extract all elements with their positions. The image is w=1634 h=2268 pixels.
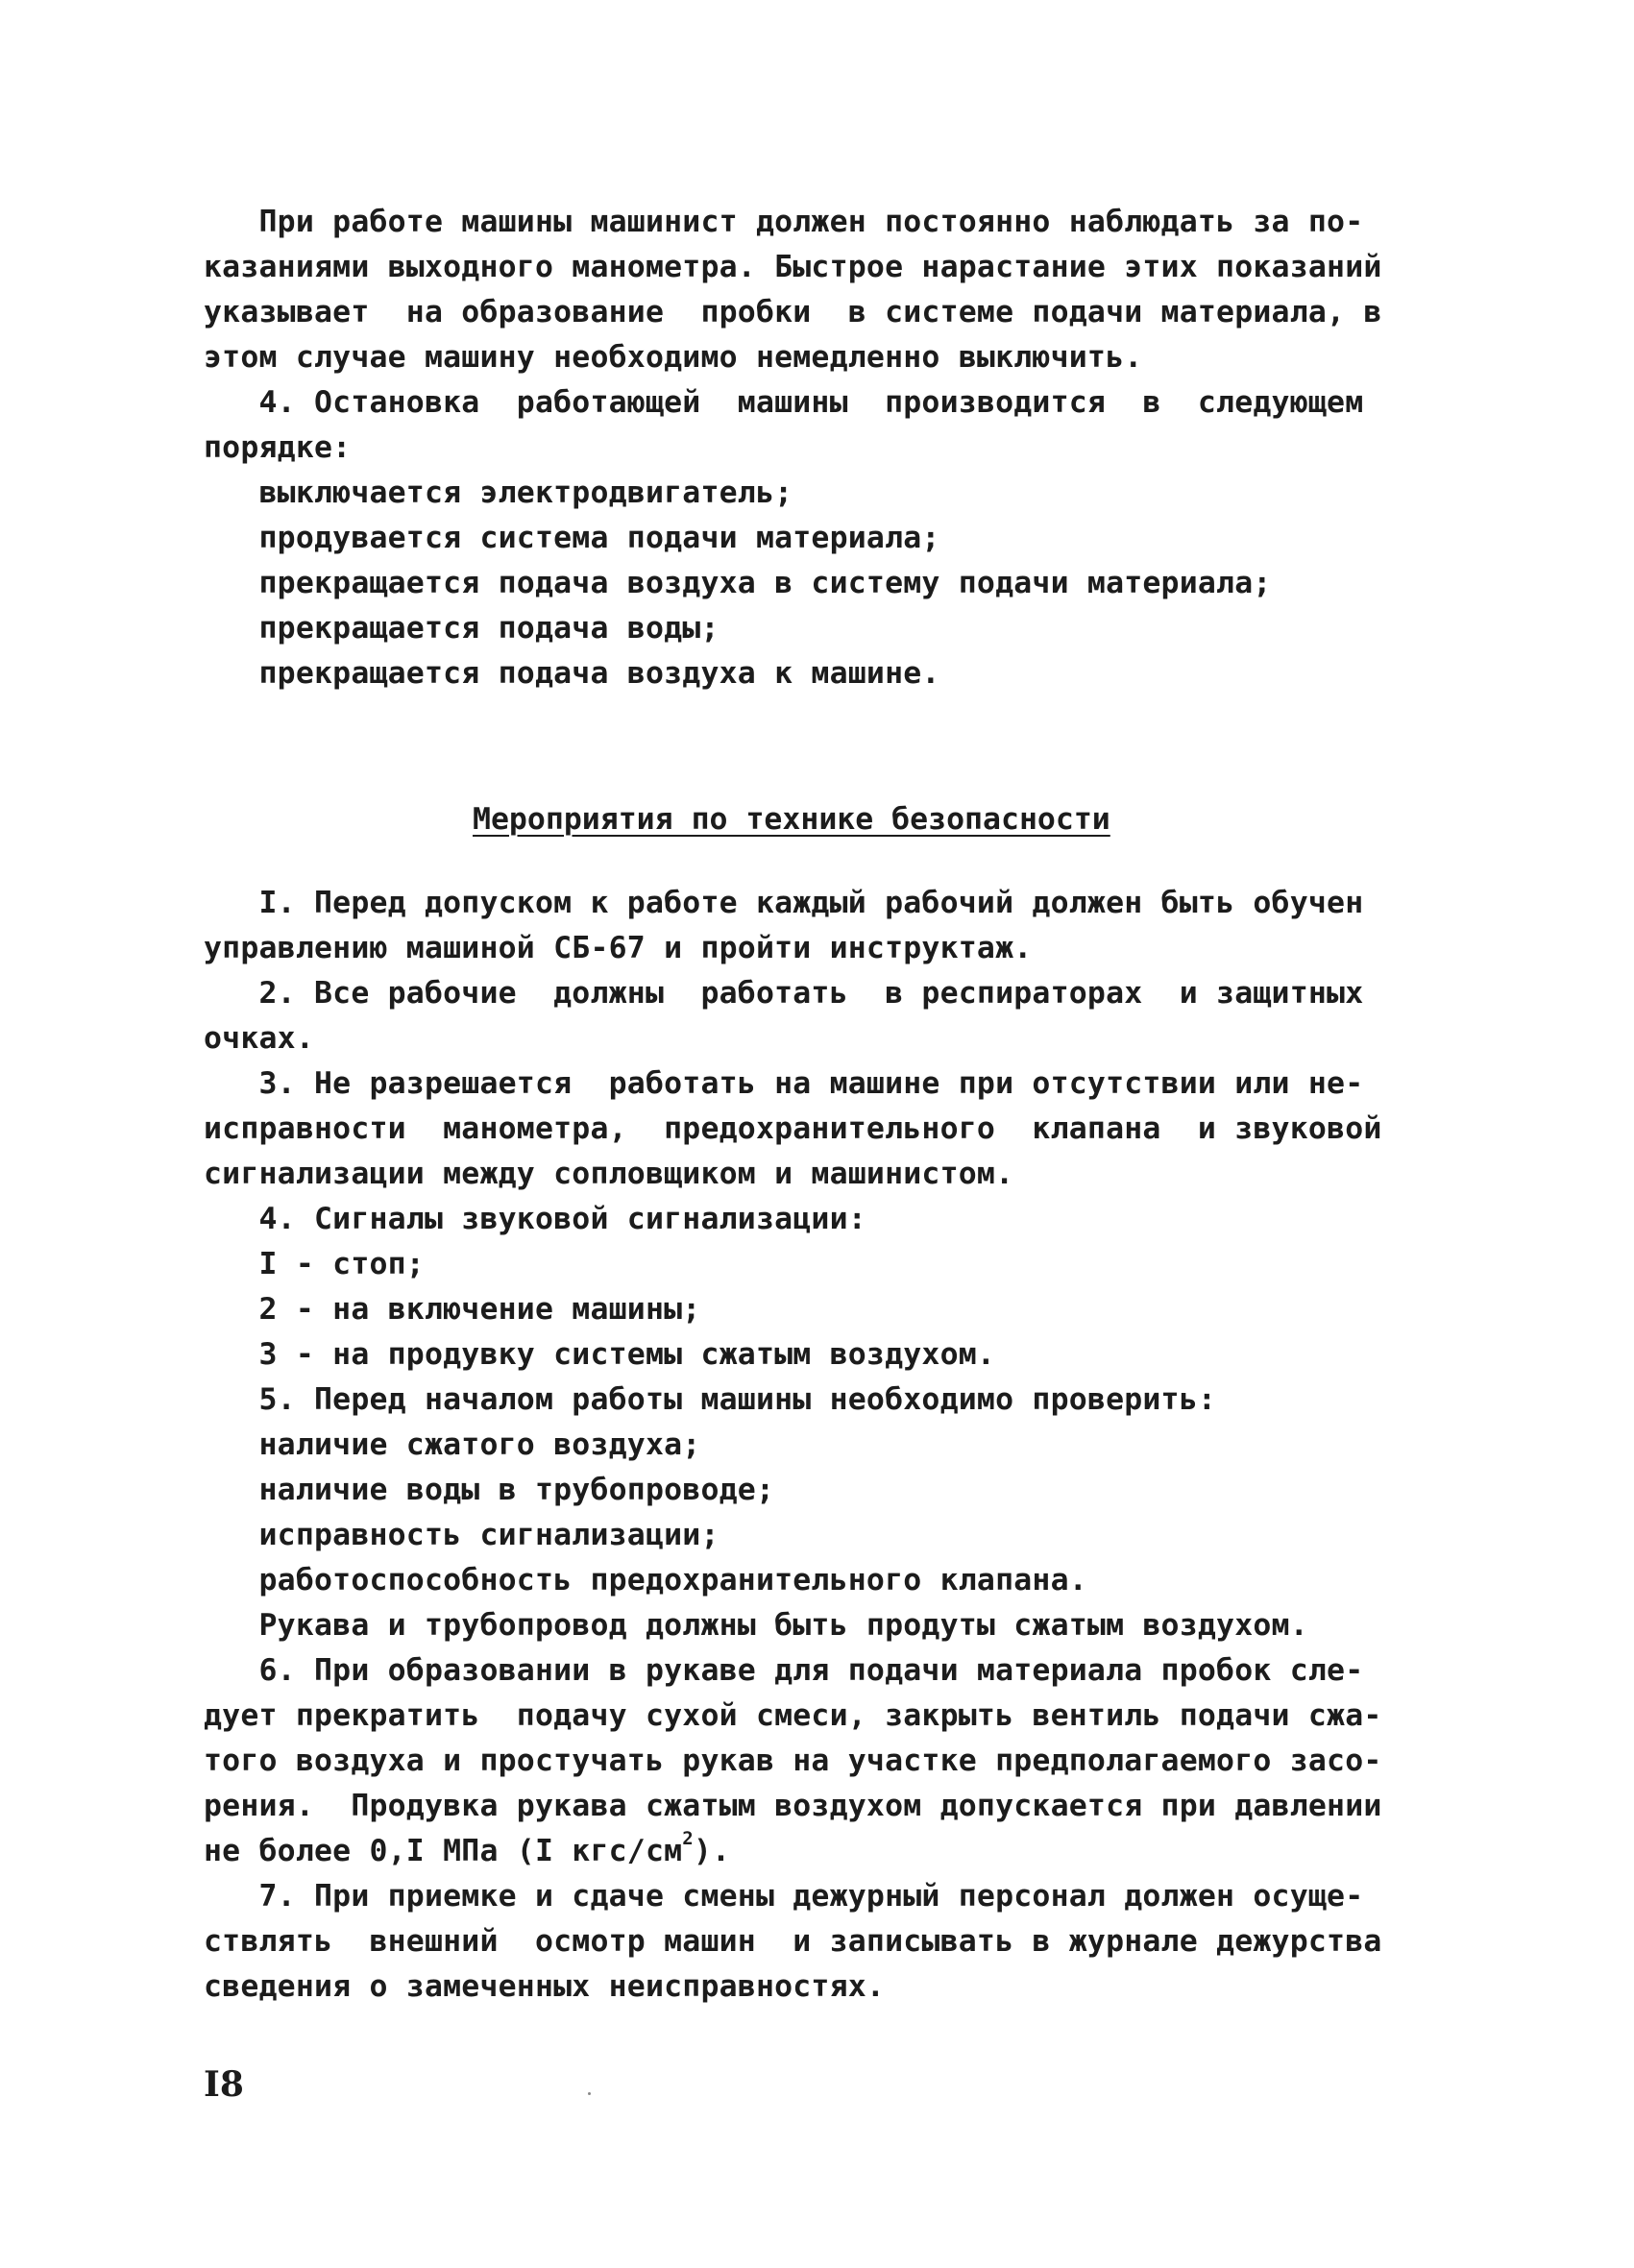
text-line: 3 - на продувку системы сжатым воздухом.	[204, 1337, 996, 1372]
superscript-exponent: 2	[682, 1828, 694, 1849]
text-line: 7. При приемке и сдаче смены дежурный персонал должен осуще-	[204, 1879, 1364, 1914]
text-line: При работе машины машинист должен постоянно наблюдать за по-	[204, 205, 1364, 239]
text-line: работоспособность предохранительного клапана.	[204, 1563, 1087, 1597]
text-line: наличие воды в трубопроводе;	[204, 1473, 775, 1507]
text-line: исправность сигнализации;	[204, 1518, 719, 1552]
text-line: исправности манометра, предохранительного клапана и звуковой	[204, 1111, 1382, 1146]
text-line: рения. Продувка рукава сжатым воздухом допускается при давлении	[204, 1789, 1382, 1823]
text-line: казаниями выходного манометра. Быстрое нарастание этих показаний	[204, 250, 1382, 284]
scan-speck	[588, 2092, 591, 2095]
text-line: указывает на образование пробки в системе подачи материала, в	[204, 295, 1382, 329]
pressure-line	[204, 1828, 731, 1870]
text-line: этом случае машину необходимо немедленно выключить.	[204, 340, 1143, 375]
text-line: сведения о замеченных неисправностях.	[204, 1969, 886, 2004]
text-line: порядке:	[204, 430, 352, 465]
text-line: очках.	[204, 1021, 314, 1056]
text-line: I - стоп;	[204, 1247, 425, 1281]
text-line: прекращается подача воздуха к машине.	[204, 656, 940, 691]
text-line: 2. Все рабочие должны работать в респираторах и защитных	[204, 976, 1364, 1011]
text-line: дует прекратить подачу сухой смеси, закрыть вентиль подачи сжа-	[204, 1698, 1382, 1733]
text-line: 3. Не разрешается работать на машине при отсутствии или не-	[204, 1066, 1364, 1101]
text-line: 5. Перед началом работы машины необходимо проверить:	[204, 1382, 1217, 1417]
section-heading: Мероприятия по технике безопасности	[473, 802, 1110, 837]
pressure-tail: ).	[693, 1834, 731, 1868]
text-line: прекращается подача воды;	[204, 611, 719, 646]
pressure-text: не более 0,I МПа (I кгс/см	[204, 1834, 683, 1868]
text-line: продувается система подачи материала;	[204, 521, 940, 555]
text-line: Рукава и трубопровод должны быть продуты сжатым воздухом.	[204, 1608, 1308, 1643]
page-number: I8	[204, 2064, 244, 2105]
text-line: 2 - на включение машины;	[204, 1292, 701, 1327]
text-line: сигнализации между сопловщиком и машинистом.	[204, 1157, 1014, 1191]
text-line: I. Перед допуском к работе каждый рабочий должен быть обучен	[204, 886, 1364, 920]
text-line: 4. Сигналы звуковой сигнализации:	[204, 1202, 866, 1236]
text-line: 4. Остановка работающей машины производится в следующем	[204, 385, 1364, 420]
text-line: наличие сжатого воздуха;	[204, 1427, 701, 1462]
text-line: ствлять внешний осмотр машин и записывать в журнале дежурства	[204, 1924, 1382, 1959]
text-line: выключается электродвигатель;	[204, 476, 793, 510]
text-line: того воздуха и простучать рукав на участке предполагаемого засо-	[204, 1744, 1382, 1778]
text-line: прекращается подача воздуха в систему подачи материала;	[204, 566, 1272, 600]
text-line: управлению машиной СБ-67 и пройти инструктаж.	[204, 931, 1033, 965]
text-line: 6. При образовании в рукаве для подачи материала пробок сле-	[204, 1653, 1364, 1688]
